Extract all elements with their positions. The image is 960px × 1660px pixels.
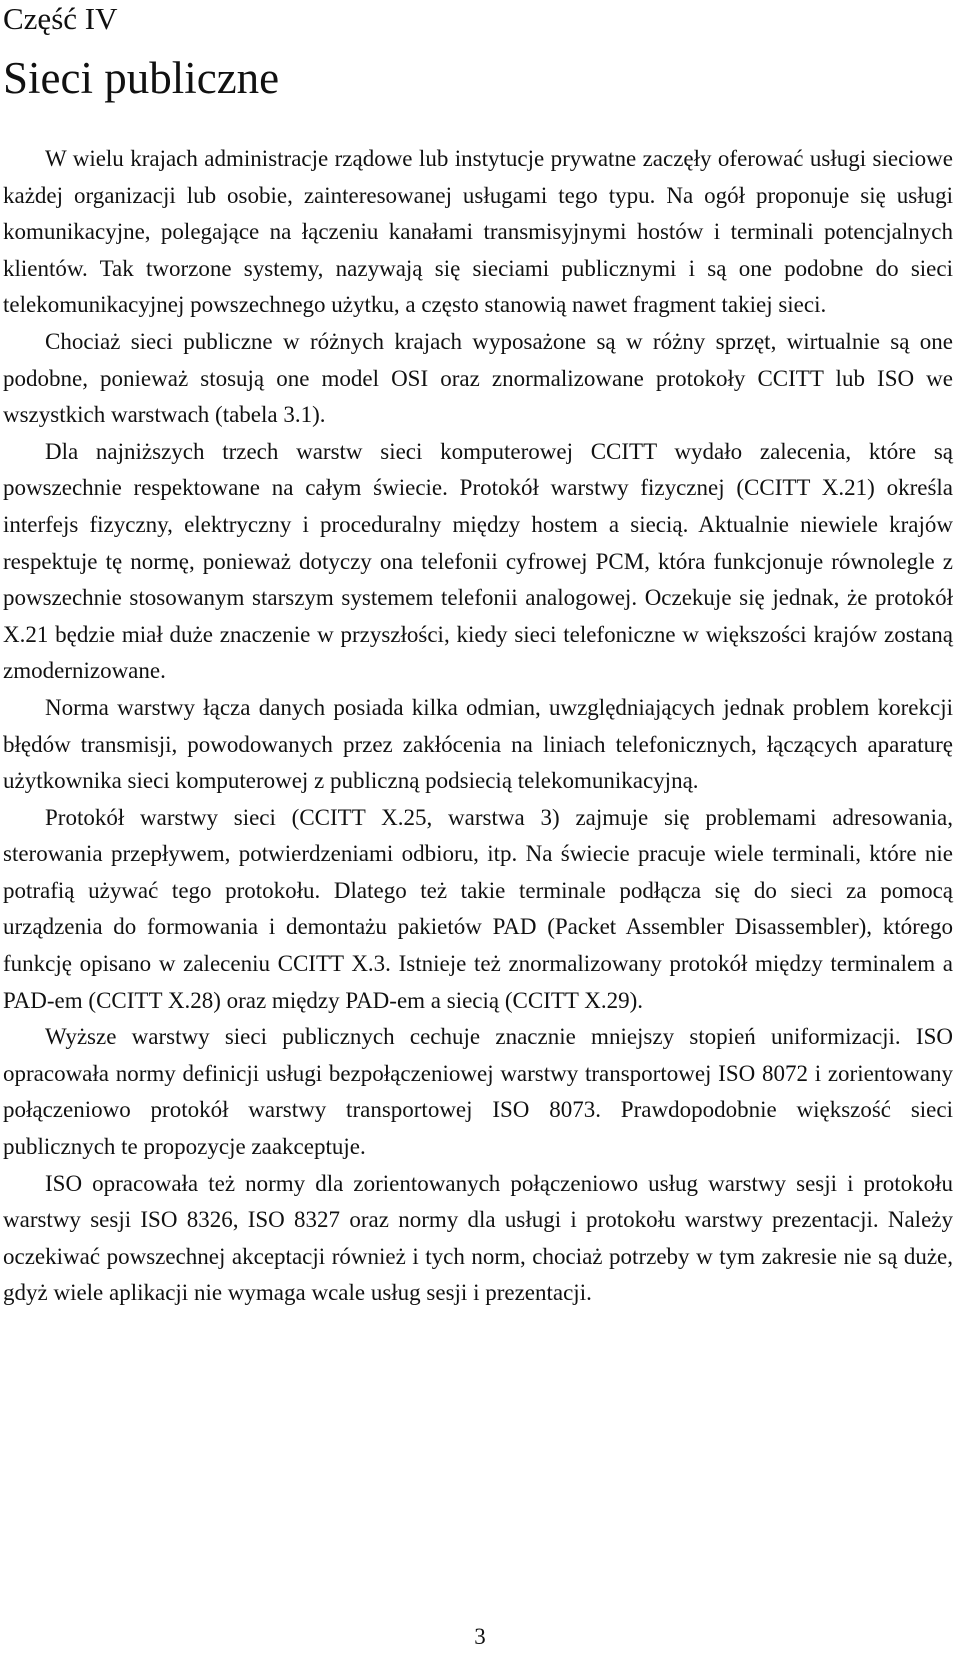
paragraph: ISO opracowała też normy dla zorientowanych połączeniowo usług warstwy sesji i protokołu warstwy sesji ISO 8326, ISO 8327 oraz normy dla usługi i protokołu warstwy prezentacji. Należy oczekiwać powszechnej akceptacji również i tych norm, chociaż potrzeby w tym zakresie nie są duże, gdyż wiele aplikacji nie wymaga wcale usług sesji i prezentacji. <box>3 1170 953 1306</box>
paragraph: Norma warstwy łącza danych posiada kilka odmian, uwzględniających jednak problem korekcji błędów transmisji, powodowanych przez zakłócenia na liniach telefonicznych, łączących aparaturę użytkownika sieci komputerowej z publiczną podsiecią telekomunikacyjną. <box>3 694 953 794</box>
paragraph: Chociaż sieci publiczne w różnych krajach wyposażone są w różny sprzęt, wirtualnie są one podobne, ponieważ stosują one model OSI oraz znormalizowane protokoły CCITT lub ISO we wszystkich warstwach (tabela 3.1). <box>3 328 953 428</box>
paragraph: Wyższe warstwy sieci publicznych cechuje znacznie mniejszy stopień uniformizacji. ISO opracowała normy definicji usługi bezpołączeniowej warstwy transportowej ISO 8072 i zorientowany połączeniowo protokół warstwy transportowej ISO 8073. Prawdopodobnie większość sieci publicznych te propozycje zaakceptuje. <box>3 1024 953 1160</box>
paragraph: Protokół warstwy sieci (CCITT X.25, warstwa 3) zajmuje się problemami adresowania, sterowania przepływem, potwierdzeniami odbioru, itp. Na świecie pracuje wiele terminali, które nie potrafią używać tego protokołu. Dlatego też takie terminale podłącza się do sieci za pomocą urządzenia do formowania i demontażu pakietów PAD (Packet Assembler Disassembler), którego funkcję opisano w zaleceniu CCITT X.3. Istnieje też znormalizowany protokół między terminalem a PAD-em (CCITT X.28) oraz między PAD-em a siecią (CCITT X.29). <box>3 804 953 1013</box>
paragraph: W wielu krajach administracje rządowe lub instytucje prywatne zaczęły oferować usługi sieciowe każdej organizacji lub osobie, zainteresowanej usługami tego typu. Na ogół proponuje się usługi komunikacyjne, polegające na łączeniu kanałami transmisyjnymi hostów i terminali potencjalnych klientów. Tak tworzone systemy, nazywają się sieciami publicznymi i są one podobne do sieci telekomunikacyjnej powszechnego użytku, a często stanowią nawet fragment takiej sieci. <box>3 146 953 318</box>
paragraph: Dla najniższych trzech warstw sieci komputerowej CCITT wydało zalecenia, które są powszechnie respektowane na całym świecie. Protokół warstwy fizycznej (CCITT X.21) określa interfejs fizyczny, elektryczny i proceduralny między hostem a siecią. Aktualnie niewiele krajów respektuje tę normę, ponieważ dotyczy ona telefonii cyfrowej PCM, która funkcjonuje równolegle z powszechnie stosowanym starszym systemem telefonii analogowej. Oczekuje się jednak, że protokół X.21 będzie miał duże znaczenie w przyszłości, kiedy sieci telefoniczne w większości krajów zostaną zmodernizowane. <box>3 438 953 684</box>
part-label: Część IV <box>3 1 118 36</box>
page-number: 3 <box>474 1624 486 1649</box>
body-text <box>3 141 953 1312</box>
part-title: Sieci publiczne <box>3 53 280 103</box>
